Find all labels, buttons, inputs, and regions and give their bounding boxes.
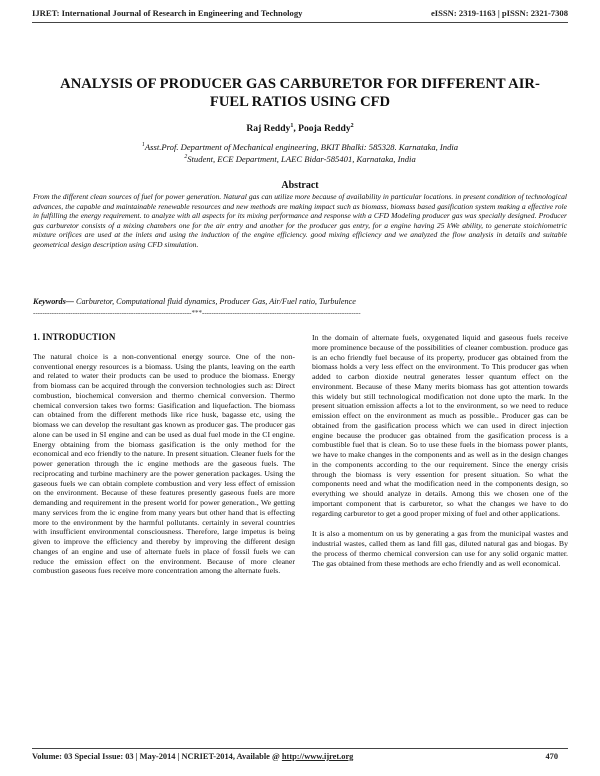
footer-volume: Volume: 03 Special Issue: 03 | May-2014 | NCRIET-2014, Available @ [32, 752, 282, 761]
affiliation-1 [40, 140, 560, 153]
affiliation-2-sup: 2 [184, 154, 188, 160]
intro-paragraph-3: It is also a momentum on us by generating a gas from the municipal wastes and industrial wastes, called them as land fill gas, diluted natural gas and biogas. By the process of thermo chemical conversion can use for any solid organic matter. The gas obtained from these methods are echo friendly and as well economical. [312, 529, 568, 568]
title-line-1: ANALYSIS OF PRODUCER GAS CARBURETOR FOR DIFFERENT AIR- [60, 76, 540, 92]
author-2-sup: 2 [350, 123, 354, 129]
running-footer [32, 752, 568, 766]
header-rule [32, 22, 568, 23]
author-1-sup: 1 [290, 123, 294, 129]
section-separator: --------------------------------------------------------------------***-------------------------------------------------------------------- [33, 309, 361, 317]
affiliation-2-text: Student, ECE Department, LAEC Bidar-585401, Karnataka, India [187, 153, 416, 164]
paragraph-gap [312, 518, 568, 529]
author-2: Pooja Reddy [298, 123, 351, 135]
keywords [33, 297, 567, 307]
footer-citation [32, 752, 353, 761]
author-1: Raj Reddy [246, 123, 291, 135]
page-number: 470 [545, 752, 558, 761]
affiliation-1-text: Asst.Prof. Department of Mechanical engineering, BKIT Bhalki: 585328. Karnataka, India [144, 141, 459, 152]
issn: eISSN: 2319-1163 | pISSN: 2321-7308 [430, 8, 568, 18]
running-header [32, 8, 568, 22]
keywords-text: Carburetor, Computational fluid dynamics, Producer Gas, Air/Fuel ratio, Turbulence [73, 297, 356, 306]
affiliation-2 [40, 152, 560, 165]
left-column [33, 333, 295, 576]
author-list [40, 123, 560, 134]
intro-paragraph-2: In the domain of alternate fuels, oxygenated liquid and gaseous fuels receive more prominence because of the possibilities of cleaner combustion. produce gas is an echo friendly fuel because of its property, producer gas obtained from the biomass holds a very less effect on the environment. To This producer gas when added to carbon dioxide neutral generates lesser quantum effect on the environment. Because of these Many merits biomass has got attention towards this widely but still technological modification not done upto the mark. In the present situation emission affects a lot to the environment, so we need to reduce emission effect on the environment as much as possible.. Producer gas can be obtained from the gasification process which we can used in direct injection engine because the producer gas obtained from the gasification process is a combustible fuel that is clean. So to use these fuels in the biomass power plants, we have to make changes in the components and as well as in the design changes in the components according to the our requirement. Since the energy crisis through the biomass is very essention for present situation. So what the components need and what the modification need in the components design, so everything we should analyze in details. Among this we chosen one of the important component that is carburetor, so what the changes we have to do regarding carburetor to get a good proper mixing of fuel and other applications. [312, 333, 568, 518]
abstract-text: From the different clean sources of fuel for power generation. Natural gas can utilize more because of availability in particular locations. in present condition of technological advances, the capable and maintainable renewable resources and new methods are making impact such as biomass, biomass based gasification system making a effective role in fulfilling the energy requirement. to analyze with all aspects for its mixing performance and response with a CFD Modeling producer gas was specially designed. Producer gas carburetor consists of a mixing chambers one for the air entry and another for the producer gas entry, for a engine having 25 kWe ability, to generate stoichiometric mixture orifices are used at the inlets and using the induction of the engine efficiency. good mixing efficiency and we analyzed the flow analysis in details and suitable geometrical design description using CFD simulation. [33, 192, 567, 249]
keywords-label: Keywords— [33, 297, 74, 306]
title-line-2: FUEL RATIOS USING CFD [209, 94, 391, 110]
affiliation-1-sup: 1 [141, 142, 145, 148]
paper-title [40, 75, 560, 111]
author-separator: , [293, 123, 299, 135]
intro-paragraph-1: The natural choice is a non-conventional energy source. One of the non-conventional energy resources is a biomass. Using the plants, leaving on the earth and related to water their products can be used to produce the biomass. Energy from biomass can be acquired through the conversion technologies such as: Direct combustion, biochemical conversion and thermo chemical conversion. Thermo chemical conversion takes two forms: Gasification and liquefaction. The biomass can obtained from the different methods like rice husk, bagasse etc, using the biomass we can develop the resultant gas known as producer gas. The producer gas alone can be used in SI engine and can be used as dual fuel mode in the CI engine. Energy obtaining from the biomass gasification is the only method for the economical and eco friendly to the nature. In present situation. Cleaner fuels for the power generation through the ic engine methods are the gaseous fuels. The reciprocating and turbine machinery are the power generation packages. Using the gaseous fuels we can obtain complete combustion and very less effect of emission on the environment. Because of these features presently gaseous fuels are more demanding and requirement in the present world for power generation., We getting many services from the ic engine from many years but other hand that is effecting more to the environment by the harmful pollutants. certainly in several countries with insufficient environmental consciousness. Therefore, large impetus is being given to improve the efficiency and thereby by improving the different design changes of an engine and use of alternate fuels in place of fossil fuels we can reduce the emission effect on the environment. Because of more cleaner combustion gaseous fues receive more concentration among the alternate fuels. [33, 351, 295, 576]
abstract-heading: Abstract [281, 180, 319, 191]
journal-name: IJRET: International Journal of Research in Engineering and Technology [32, 8, 303, 18]
right-column [312, 333, 568, 568]
section-heading-introduction: 1. INTRODUCTION [33, 332, 116, 342]
footer-rule [32, 748, 568, 749]
footer-link[interactable]: http://www.ijret.org [281, 752, 354, 761]
